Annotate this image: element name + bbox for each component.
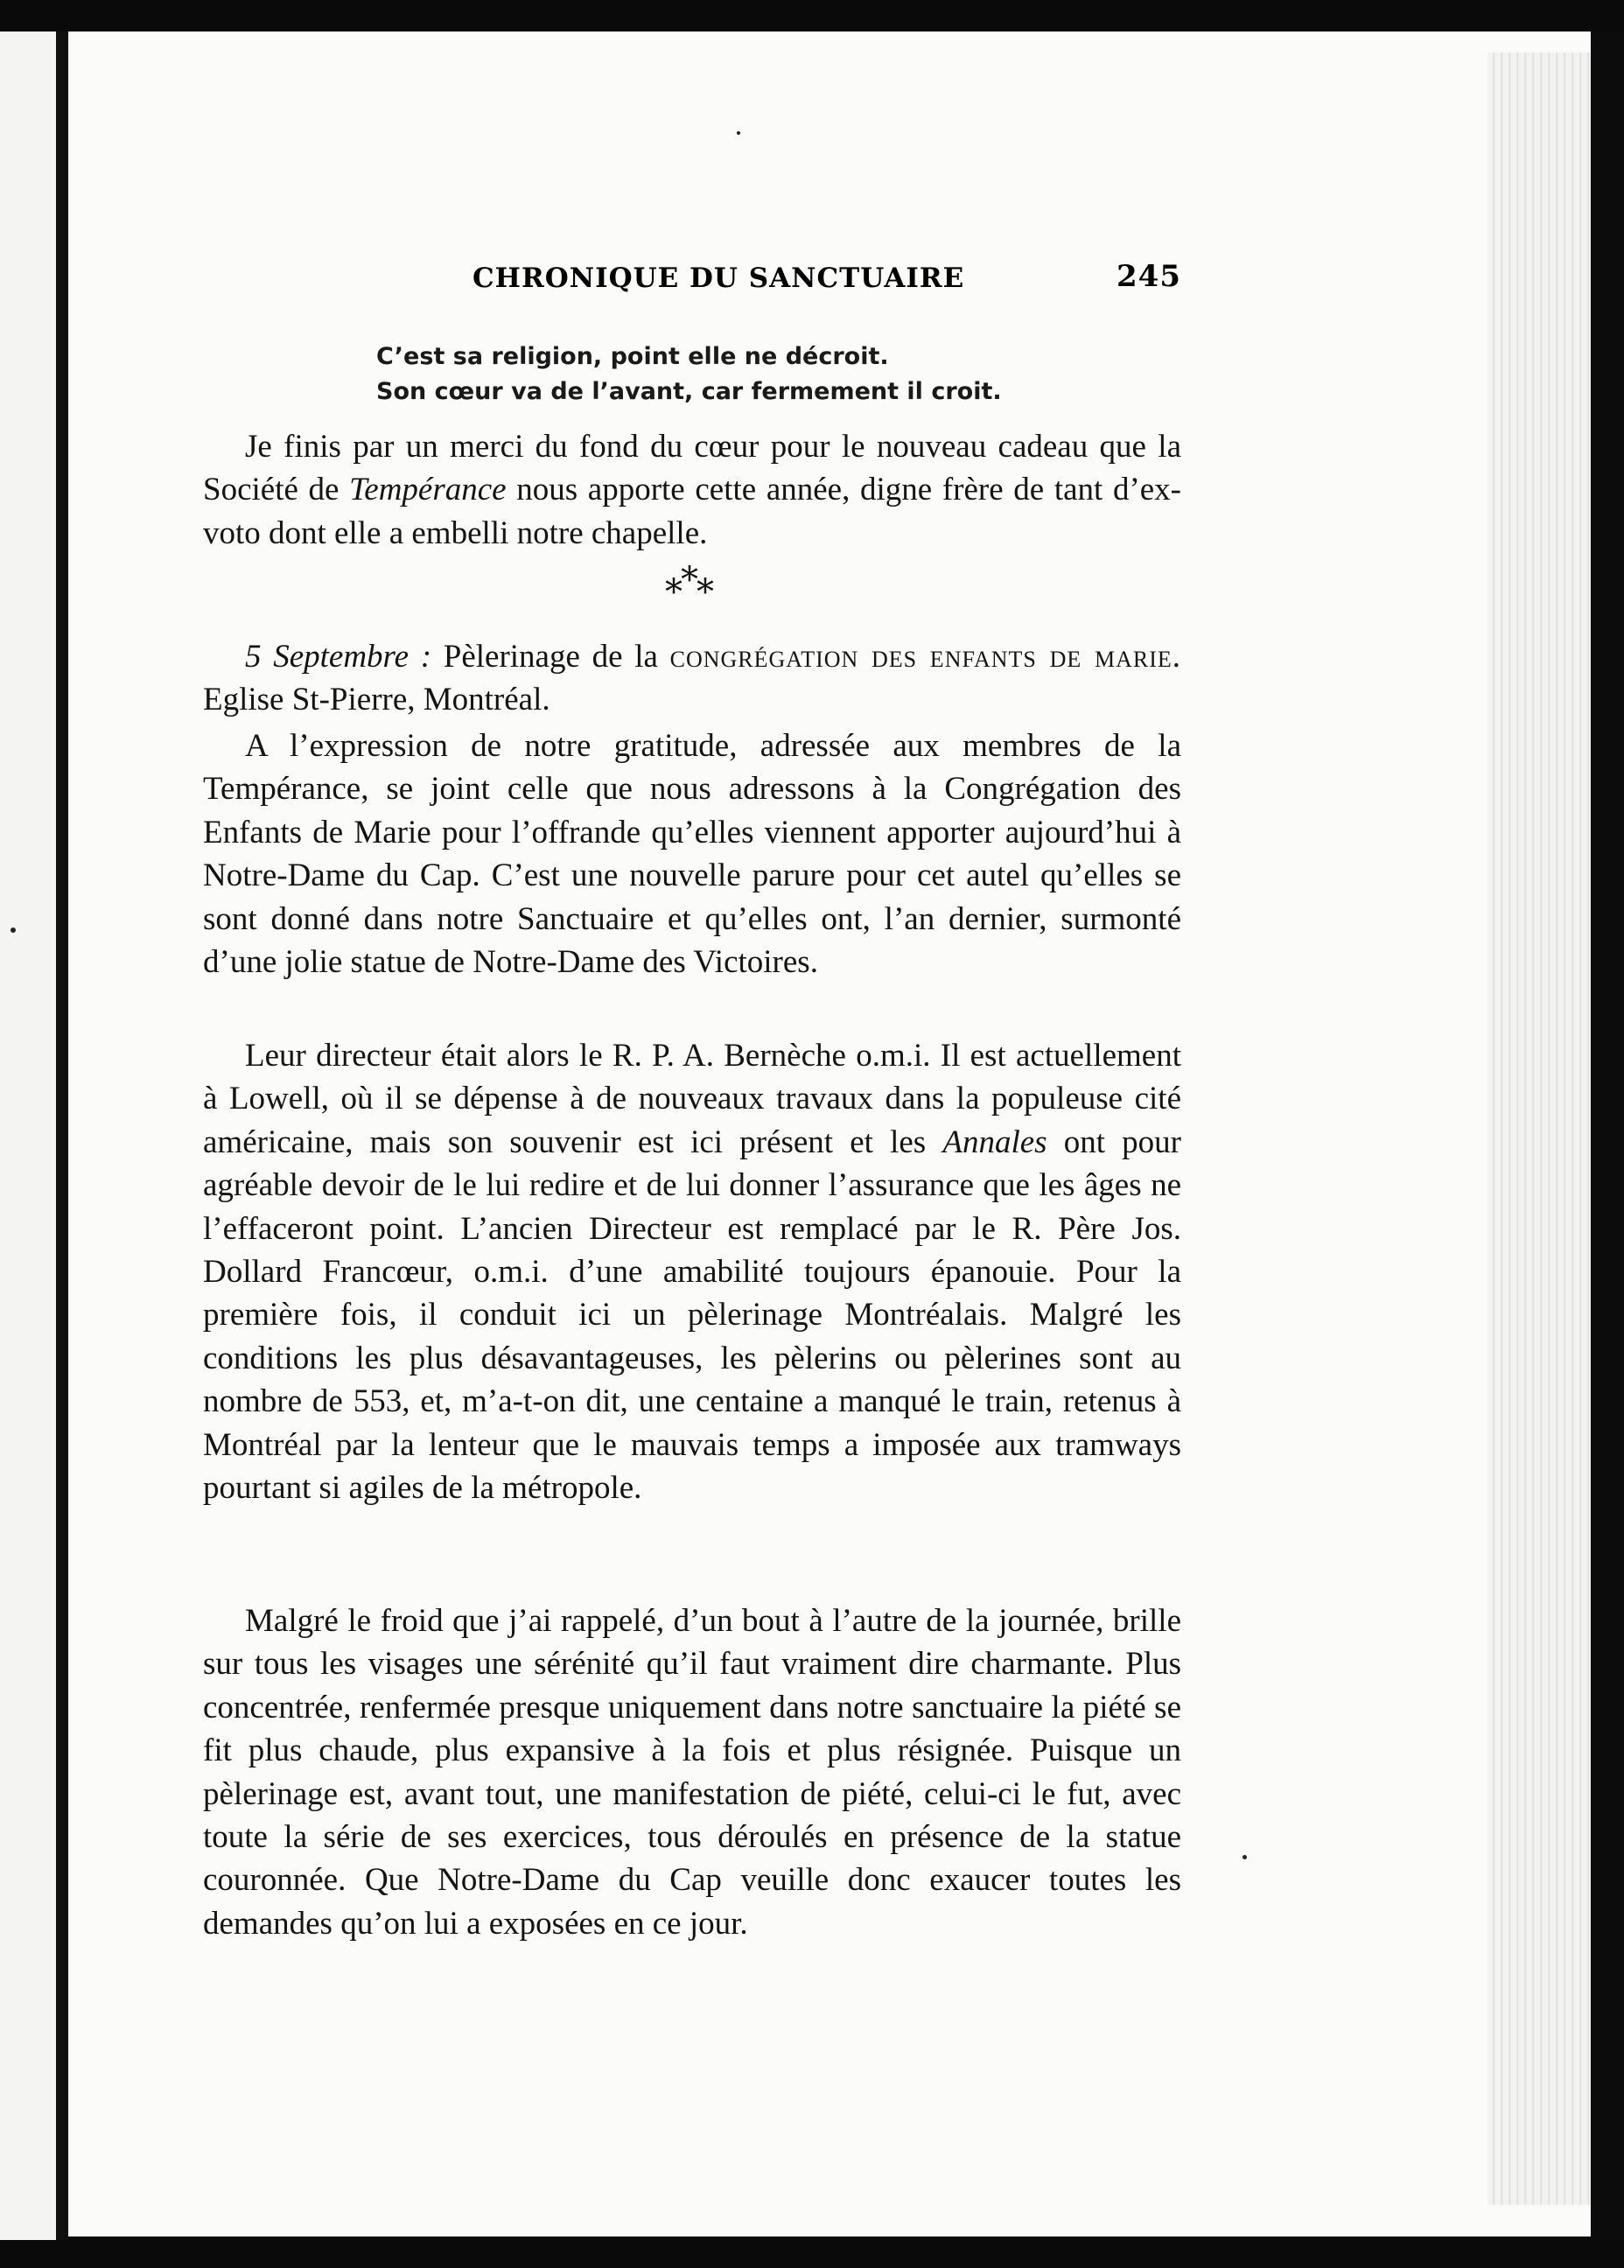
- scan-frame-top: [0, 0, 1624, 32]
- entry-text: Eglise St-Pierre, Montréal.: [203, 682, 550, 718]
- scan-speck: [1242, 1855, 1247, 1859]
- paragraph: [203, 1034, 1181, 1509]
- running-title: CHRONIQUE DU SANCTUAIRE: [472, 262, 965, 294]
- page-edges: [1488, 52, 1601, 2205]
- section-separator: ***: [665, 560, 712, 612]
- verse-line: C’est sa religion, point elle ne décroit.: [376, 343, 889, 370]
- entry-smallcaps: congrégation des enfants de marie.: [669, 639, 1181, 675]
- entry-heading: [203, 635, 1181, 722]
- book-gutter: [56, 32, 68, 2240]
- paragraph: [203, 425, 1181, 555]
- previous-page-edge: [0, 32, 56, 2240]
- paragraph: Malgré le froid que j’ai rappelé, d’un bout à l’autre de la journée, brille sur tous les visages une sérénité qu’il faut vraiment dire charmante. Plus concentrée, renfermée presque uniquement dans notre sanctuaire la piété se fit plus chaude, plus expansive à la fois et plus résignée. Puisque un pèlerinage est, avant tout, une manifestation de piété, celui-ci le fut, avec toute la série de ses exercices, tous déroulés en présence de la statue couronnée. Que Notre-Dame du Cap veuille donc exaucer toutes les demandes qu’on lui a exposées en ce jour.: [203, 1603, 1181, 1942]
- verse-line: Son cœur va de l’avant, car fermement il croit.: [376, 378, 1002, 405]
- page-number: 245: [1116, 259, 1181, 294]
- italic-term: Annales: [942, 1124, 1047, 1160]
- italic-term: Tempérance: [349, 472, 507, 508]
- scan-speck: [10, 928, 16, 933]
- scan-frame-bottom: [0, 2240, 1624, 2268]
- paragraph-text: Je finis par un merci du fond du cœur pour le nouveau cadeau que la Société de: [203, 429, 1181, 508]
- running-header: [280, 259, 1181, 298]
- scan-speck: [737, 131, 740, 135]
- paragraph-text: ont pour agréable devoir de le lui redire et de lui donner l’assurance que les âges ne l’effaceront point. L’ancien Directeur est remplacé par le R. Père Jos. Dollard Francœur, o.m.i. d’une amabilité toujours épanouie. Pour la première fois, il conduit ici un pèlerinage Montréalais. Malgré les conditions les plus désavantageuses, les pèlerins ou pèlerines sont au nombre de 553, et, m’a-t-on dit, une centaine a manqué le train, retenus à Montréal par la lenteur que le mauvais temps a imposée aux tramways pourtant si agiles de la métropole.: [203, 1124, 1181, 1507]
- paragraph-text: Leur directeur était alors le R. P. A. Bernèche o.m.i. Il est actuellement à Lowell, où il se dépense à de nouveaux travaux dans la populeuse cité américaine, mais son souvenir est ici présent et les: [203, 1038, 1181, 1160]
- entry-text: Pèlerinage de la: [431, 639, 670, 675]
- paragraph: A l’expression de notre gratitude, adressée aux membres de la Tempérance, se joint celle que nous adressons à la Congrégation des Enfants de Marie pour l’offrande qu’elles viennent apporter aujourd’hui à Notre-Dame du Cap. C’est une nouvelle parure pour cet autel qu’elles se sont donné dans notre Sanctuaire et qu’elles ont, l’an dernier, surmonté d’une jolie statue de Notre-Dame des Victoires.: [203, 728, 1181, 981]
- scan-frame-right: [1591, 32, 1624, 2240]
- paragraph-text: nous apporte cette année, digne frère de tant d’ex-voto dont elle a embelli notre chapelle.: [203, 472, 1182, 551]
- entry-date: 5 Septembre :: [245, 639, 432, 675]
